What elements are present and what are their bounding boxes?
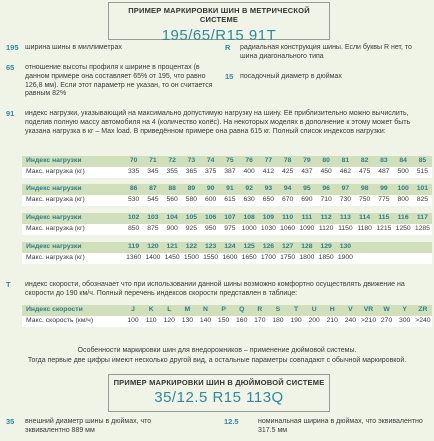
speed-index-row — [22, 305, 432, 316]
load-index-label: Индекс нагрузки — [22, 213, 124, 224]
item-65-text: отношение высоты профиля к ширине в процентах (в данном примере она составляет 65% от 195, что равно 126,8 мм). Если этот параметр не указан, то он считается равным 82% — [25, 64, 213, 98]
cell: 387 — [220, 167, 239, 178]
cell: 345 — [143, 167, 162, 178]
cell: P — [215, 305, 233, 316]
item-r-number: R — [225, 43, 231, 52]
cell — [394, 242, 413, 253]
cell — [355, 242, 374, 253]
cell: 437 — [297, 167, 316, 178]
item-91-text: индекс нагрузки, указывающий на максимально допустимую нагрузку на шину. Её приблизительно можно вычислить, поделив полную массу автомобиля на 4 (количество колёс). На некоторых моделях в дополнение к этому может быть указана нагрузка в кг – Max load. В приведённом примере она равна 615 кг. Полный список индексов нагрузки: — [25, 110, 411, 135]
cell: 1180 — [355, 224, 374, 235]
cell: 1750 — [278, 253, 297, 264]
cell: 83 — [374, 156, 393, 167]
cell: 160 — [233, 316, 251, 327]
cell: ZR — [414, 305, 432, 316]
cell: 365 — [182, 167, 201, 178]
cell: 95 — [297, 184, 316, 195]
cell: 98 — [355, 184, 374, 195]
cell: 102 — [124, 213, 143, 224]
cell: 105 — [182, 213, 201, 224]
cell: 850 — [124, 224, 143, 235]
cell: 93 — [259, 184, 278, 195]
cell: 1600 — [220, 253, 239, 264]
cell: 775 — [374, 195, 393, 206]
cell: 270 — [378, 316, 396, 327]
item-15-text: посадочный диаметр в дюймах — [240, 73, 342, 80]
cell: 130 — [336, 242, 355, 253]
cell: 92 — [240, 184, 259, 195]
load-index-row — [22, 242, 432, 253]
cell: 1900 — [336, 253, 355, 264]
load-index-label: Индекс нагрузки — [22, 156, 124, 167]
cell: 190 — [287, 316, 305, 327]
inch-example-code: 35/12.5 R15 113Q — [154, 389, 284, 407]
cell: 475 — [355, 167, 374, 178]
cell: 73 — [182, 156, 201, 167]
cell: 75 — [220, 156, 239, 167]
item-65-number: 65 — [6, 63, 15, 72]
cell: 111 — [297, 213, 316, 224]
cell: 1285 — [413, 224, 432, 235]
cell: 1800 — [297, 253, 316, 264]
cell: 975 — [220, 224, 239, 235]
cell: 124 — [220, 242, 239, 253]
cell: 91 — [220, 184, 239, 195]
cell: 110 — [142, 316, 160, 327]
cell: 108 — [240, 213, 259, 224]
cell: 462 — [336, 167, 355, 178]
cell: 800 — [394, 195, 413, 206]
cell: 650 — [259, 195, 278, 206]
cell: 530 — [124, 195, 143, 206]
load-kg-label: Макс. нагрузка (кг) — [22, 224, 124, 235]
load-kg-label: Макс. нагрузка (кг) — [22, 167, 124, 178]
cell: >210 — [359, 316, 377, 327]
cell: 300 — [396, 316, 414, 327]
item-t-text: индекс скорости, обозначает что при использовании данной шины возможно комфортно осуществлять движение на скорости до 190 км/ч. Полный перечень индексов скорости представлен в таблице: — [25, 281, 405, 297]
cell: 85 — [413, 156, 432, 167]
cell: 240 — [341, 316, 359, 327]
cell: 82 — [355, 156, 374, 167]
load-kg-row — [22, 224, 432, 235]
cell — [374, 253, 393, 264]
load-index-row — [22, 213, 432, 224]
cell: 78 — [278, 156, 297, 167]
cell: 170 — [251, 316, 269, 327]
cell: 1215 — [374, 224, 393, 235]
offroad-note-line2: Тогда первые две цифры имеют несколько другой вид, а остальные параметры совпадают с обычной маркировкой. — [27, 357, 407, 364]
cell: 72 — [163, 156, 182, 167]
inch-example-caption: ПРИМЕР МАРКИРОВКИ ШИН В ДЮЙМОВОЙ СИСТЕМЕ — [113, 378, 325, 387]
item-t-number: T — [6, 280, 11, 289]
cell: 120 — [160, 316, 178, 327]
cell: 90 — [201, 184, 220, 195]
cell: VR — [359, 305, 377, 316]
cell: U — [305, 305, 323, 316]
cell: 200 — [305, 316, 323, 327]
cell: 487 — [374, 167, 393, 178]
cell: 115 — [374, 213, 393, 224]
cell: 87 — [143, 184, 162, 195]
cell: 1850 — [317, 253, 336, 264]
cell: 104 — [163, 213, 182, 224]
metric-example-box — [108, 2, 330, 44]
cell: 100 — [124, 316, 142, 327]
cell — [413, 253, 432, 264]
cell: 1450 — [163, 253, 182, 264]
cell: 412 — [259, 167, 278, 178]
item-195-text: ширина шины в миллиметрах — [25, 44, 122, 51]
load-kg-label: Макс. нагрузка (кг) — [22, 253, 124, 264]
cell: 112 — [317, 213, 336, 224]
cell: N — [196, 305, 214, 316]
load-table-4 — [22, 242, 432, 264]
cell: T — [287, 305, 305, 316]
cell: 875 — [143, 224, 162, 235]
load-kg-label: Макс. нагрузка (кг) — [22, 195, 124, 206]
cell: 515 — [413, 167, 432, 178]
item-125-number: 12.5 — [224, 417, 239, 426]
cell: 119 — [124, 242, 143, 253]
cell: 107 — [220, 213, 239, 224]
cell: 100 — [394, 184, 413, 195]
cell: 690 — [297, 195, 316, 206]
cell: 80 — [317, 156, 336, 167]
cell: 109 — [259, 213, 278, 224]
cell: 110 — [278, 213, 297, 224]
cell: 180 — [269, 316, 287, 327]
cell: 70 — [124, 156, 143, 167]
cell: 89 — [182, 184, 201, 195]
cell: 126 — [259, 242, 278, 253]
offroad-note-line1: Особенности маркировки шин для внедорожников – применение дюймовой системы. — [77, 347, 357, 354]
cell: 1500 — [182, 253, 201, 264]
cell: 710 — [317, 195, 336, 206]
cell: M — [178, 305, 196, 316]
cell: 1150 — [336, 224, 355, 235]
cell: S — [269, 305, 287, 316]
cell: 1550 — [201, 253, 220, 264]
cell — [394, 253, 413, 264]
cell: 630 — [240, 195, 259, 206]
cell: 1360 — [124, 253, 143, 264]
cell: 580 — [182, 195, 201, 206]
cell: 96 — [317, 184, 336, 195]
item-91-number: 91 — [6, 109, 15, 118]
cell: 375 — [201, 167, 220, 178]
cell: 615 — [220, 195, 239, 206]
cell: 99 — [374, 184, 393, 195]
cell: 88 — [163, 184, 182, 195]
cell: 101 — [413, 184, 432, 195]
cell: 81 — [336, 156, 355, 167]
cell: 950 — [201, 224, 220, 235]
cell: 123 — [201, 242, 220, 253]
cell: 210 — [323, 316, 341, 327]
cell: 129 — [317, 242, 336, 253]
cell: 1060 — [278, 224, 297, 235]
load-table-3 — [22, 213, 432, 235]
item-125-text: номинальная ширина в дюймах, что эквивалентно 317.5 мм — [258, 418, 423, 434]
load-index-label: Индекс нагрузки — [22, 184, 124, 195]
cell: 900 — [163, 224, 182, 235]
cell: >240 — [414, 316, 432, 327]
cell — [413, 242, 432, 253]
cell: J — [124, 305, 142, 316]
cell: 114 — [355, 213, 374, 224]
cell: 670 — [278, 195, 297, 206]
cell: H — [323, 305, 341, 316]
speed-kmh-row — [22, 316, 432, 327]
cell — [374, 242, 393, 253]
cell: 425 — [278, 167, 297, 178]
cell: 400 — [240, 167, 259, 178]
cell: 335 — [124, 167, 143, 178]
cell: 128 — [297, 242, 316, 253]
cell: 730 — [336, 195, 355, 206]
cell: 103 — [143, 213, 162, 224]
cell: 84 — [394, 156, 413, 167]
cell: 122 — [182, 242, 201, 253]
item-15-number: 15 — [225, 72, 234, 81]
cell: 1650 — [240, 253, 259, 264]
item-r-text: радиальная конструкция шины. Если буквы R нет, то шина диагонального типа — [240, 44, 412, 60]
cell: 77 — [259, 156, 278, 167]
load-index-row — [22, 184, 432, 195]
cell: W — [378, 305, 396, 316]
cell: 120 — [143, 242, 162, 253]
load-index-label: Индекс нагрузки — [22, 242, 124, 253]
cell: 121 — [163, 242, 182, 253]
cell: 1000 — [240, 224, 259, 235]
cell: Y — [396, 305, 414, 316]
load-kg-row — [22, 167, 432, 178]
speed-kmh-label: Макс. скорость (км/ч) — [22, 316, 124, 327]
cell: 1400 — [143, 253, 162, 264]
cell: 74 — [201, 156, 220, 167]
cell: 560 — [163, 195, 182, 206]
cell: 97 — [336, 184, 355, 195]
cell: 94 — [278, 184, 297, 195]
metric-example-code: 195/65/R15 91T — [161, 26, 277, 44]
cell: 545 — [143, 195, 162, 206]
cell: 76 — [240, 156, 259, 167]
cell: 1120 — [317, 224, 336, 235]
cell: Q — [233, 305, 251, 316]
load-kg-row — [22, 195, 432, 206]
cell: 600 — [201, 195, 220, 206]
cell: 1090 — [297, 224, 316, 235]
cell — [355, 253, 374, 264]
inch-example-box — [108, 374, 330, 412]
cell: L — [160, 305, 178, 316]
load-kg-row — [22, 253, 432, 264]
cell: 117 — [413, 213, 432, 224]
cell: 825 — [413, 195, 432, 206]
cell: 355 — [163, 167, 182, 178]
cell: 750 — [355, 195, 374, 206]
cell: R — [251, 305, 269, 316]
cell: K — [142, 305, 160, 316]
cell: 1700 — [259, 253, 278, 264]
speed-index-label: Индекс скорости — [22, 305, 124, 316]
cell: 71 — [143, 156, 162, 167]
cell: 86 — [124, 184, 143, 195]
cell: 79 — [297, 156, 316, 167]
cell: 130 — [178, 316, 196, 327]
metric-example-caption: ПРИМЕР МАРКИРОВКИ ШИН В МЕТРИЧЕСКОЙ СИСТЕМЕ — [128, 6, 310, 25]
load-table-1 — [22, 156, 432, 178]
cell: 125 — [240, 242, 259, 253]
cell: 113 — [336, 213, 355, 224]
item-35-text: внешний диаметр шины в дюймах, что эквивалентно 889 мм — [25, 418, 152, 434]
cell: 500 — [394, 167, 413, 178]
cell: 925 — [182, 224, 201, 235]
load-index-row — [22, 156, 432, 167]
load-table-2 — [22, 184, 432, 206]
cell: 127 — [278, 242, 297, 253]
cell: 150 — [215, 316, 233, 327]
cell: 116 — [394, 213, 413, 224]
cell: 450 — [317, 167, 336, 178]
cell: 1030 — [259, 224, 278, 235]
cell: 140 — [196, 316, 214, 327]
cell: 106 — [201, 213, 220, 224]
item-35-number: 35 — [6, 417, 15, 426]
item-195-number: 195 — [6, 43, 19, 52]
cell: V — [341, 305, 359, 316]
speed-table — [22, 305, 432, 327]
cell: 1250 — [394, 224, 413, 235]
